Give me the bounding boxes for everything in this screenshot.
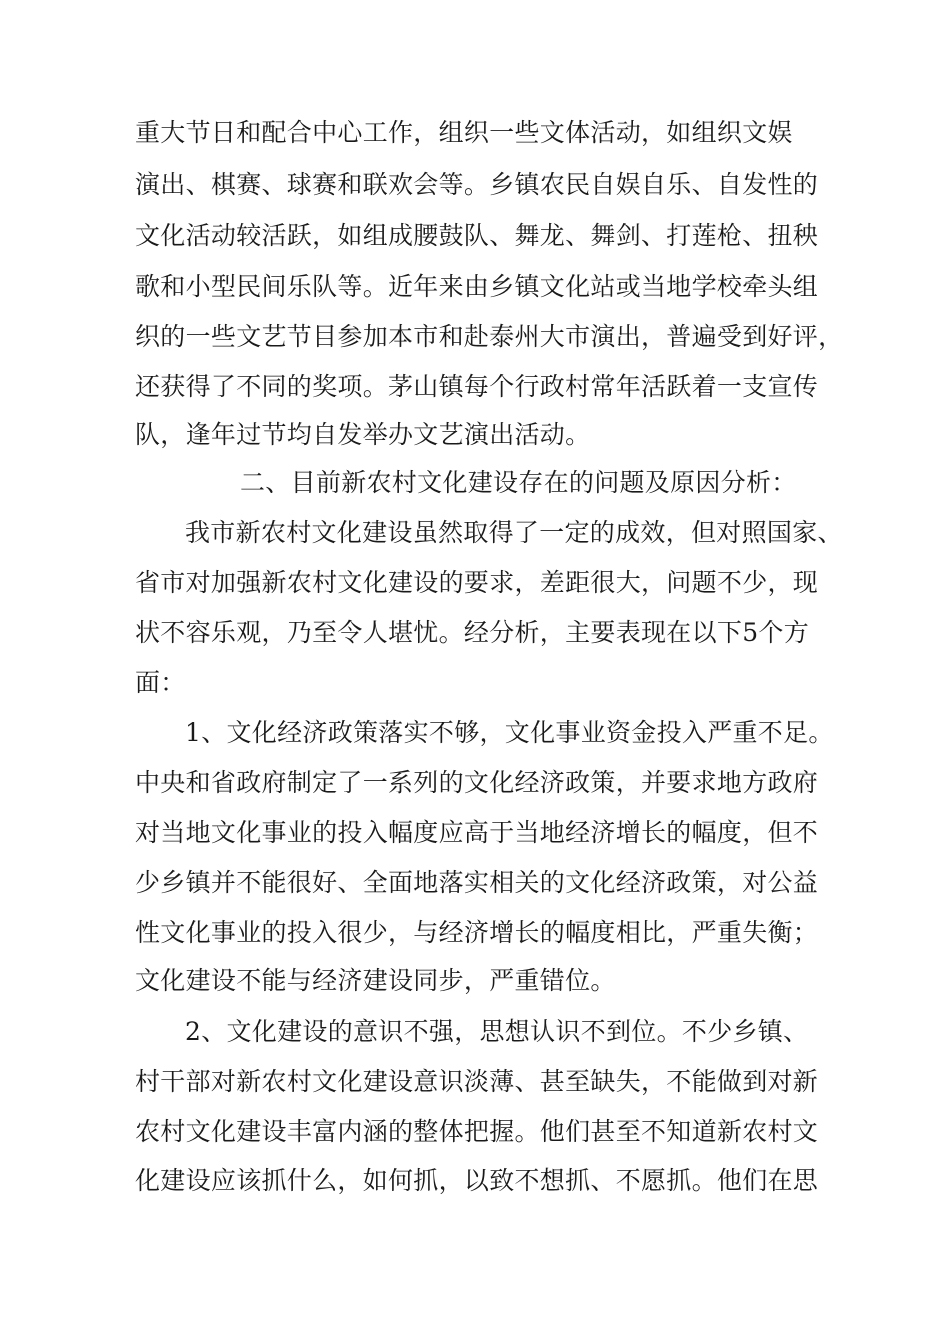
text-line: 化建设应该抓什么，如何抓，以致不想抓、不愿抓。他们在思 [135,1166,819,1195]
text-line: 状不容乐观，乃至令人堪忧。经分析，主要表现在以下5个方 [135,618,810,647]
text-line: 对当地文化事业的投入幅度应高于当地经济增长的幅度，但不 [135,818,819,847]
text-line: 文化活动较活跃，如组成腰鼓队、舞龙、舞剑、打莲枪、扭秧 [135,221,819,250]
text-line: 中央和省政府制定了一系列的文化经济政策，并要求地方政府 [135,768,819,797]
text-line: 性文化事业的投入很少，与经济增长的幅度相比，严重失衡； [135,918,819,947]
text-line: 歌和小型民间乐队等。近年来由乡镇文化站或当地学校牵头组 [135,272,819,301]
text-line: 1、文化经济政策落实不够，文化事业资金投入严重不足。 [185,718,834,747]
text-line: 我市新农村文化建设虽然取得了一定的成效，但对照国家、 [185,518,843,547]
text-line: 队，逢年过节均自发举办文艺演出活动。 [135,420,591,449]
text-line: 文化建设不能与经济建设同步，严重错位。 [135,966,616,995]
text-line: 村干部对新农村文化建设意识淡薄、甚至缺失，不能做到对新 [135,1067,819,1096]
text-line: 省市对加强新农村文化建设的要求，差距很大，问题不少，现 [135,568,819,597]
text-line: 重大节日和配合中心工作，组织一些文体活动，如组织文娱 [135,118,793,147]
text-line: 面： [135,668,186,697]
text-line: 演出、棋赛、球赛和联欢会等。乡镇农民自娱自乐、自发性的 [135,170,819,199]
text-line: 少乡镇并不能很好、全面地落实相关的文化经济政策，对公益 [135,868,819,897]
section-heading: 二、目前新农村文化建设存在的问题及原因分析： [240,468,797,497]
text-line: 2、文化建设的意识不强，思想认识不到位。不少乡镇、 [185,1017,809,1046]
text-line: 农村文化建设丰富内涵的整体把握。他们甚至不知道新农村文 [135,1117,819,1146]
text-line: 还获得了不同的奖项。茅山镇每个行政村常年活跃着一支宣传 [135,372,819,401]
text-line: 织的一些文艺节目参加本市和赴泰州大市演出，普遍受到好评， [135,322,844,351]
